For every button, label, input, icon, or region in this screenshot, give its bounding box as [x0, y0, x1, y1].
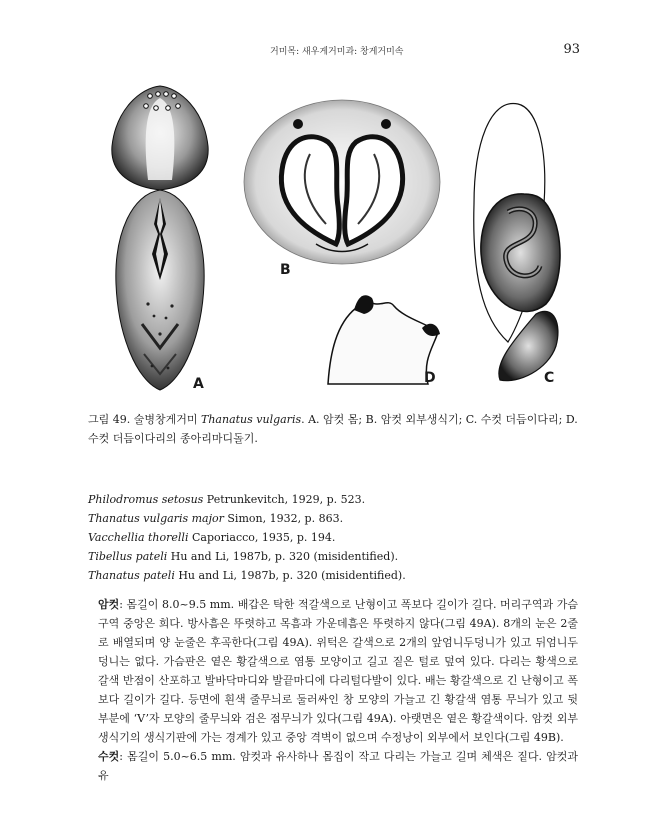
panel-a-female-body: [112, 86, 208, 390]
synonym-name: Tibellus pateli: [88, 550, 168, 563]
panel-c-male-palp: [474, 103, 560, 380]
synonym-name: Thanatus pateli: [88, 569, 175, 582]
panel-d-label: D: [424, 370, 436, 386]
synonym-name: Thanatus vulgaris major: [88, 512, 224, 525]
panel-b-epigyne: [244, 100, 440, 264]
synonym-entry: [88, 509, 578, 528]
synonym-entry: [88, 528, 578, 547]
synonym-entry: [88, 566, 578, 585]
panel-b-label: B: [280, 262, 291, 278]
synonym-name: Vacchellia thorelli: [88, 531, 189, 544]
panel-a-label: A: [193, 376, 204, 392]
synonym-citation: Caporiacco, 1935, p. 194.: [188, 531, 336, 544]
female-description: [88, 595, 578, 747]
running-title: 거미목: 새우게거미과: 창게거미속: [270, 47, 404, 57]
caption-prefix: 그림 49. 술병창게거미: [88, 413, 201, 426]
page-number: 93: [563, 42, 580, 57]
caption-species: Thanatus vulgaris: [201, 413, 302, 426]
page-header: [0, 44, 652, 64]
synonym-name: Philodromus setosus: [88, 493, 204, 506]
synonym-entry: [88, 490, 578, 509]
synonym-citation: Hu and Li, 1987b, p. 320 (misidentified).: [174, 569, 406, 582]
female-text: : 몸길이 8.0~9.5 mm. 배갑은 탁한 적갈색으로 난형이고 폭보다 길이가 길다. 머리구역과 가슴구역 중앙은 희다. 방사흠은 뚜렷하고 목흠과 가운데흠은 뚜렷하지 않다(그림 49A). 8개의 눈은 2줄로 배열되며 양 눈줄은 후곡한다(그림 49A). 위턱은 갈색으로 2개의 앞엄니두덩니가 있고 뒤엄니두덩니는 없다. 가슴판은 옅은 황갈색으로 염통 모양이고 길고 짙은 털로 덮여 있다. 다리는 황색으로 갈색 반점이 산포하고 발바닥마디와 발끝마디에 다리털다발이 있다. 배는 황갈색으로 긴 난형이고 폭보다 길이가 길다. 등면에 흰색 줄무늬로 둘러싸인 창 모양의 가늘고 긴 황갈색 염통 무늬가 있고 뒷부분에 ‘V’자 모양의 줄무늬와 검은 점무늬가 있다(그림 49A). 아랫면은 옅은 황갈색이다. 암컷 외부생식기의 생식기판에 가는 경계가 있고 중앙 격벽이 없으며 수정낭이 외부에서 보인다(그림 49B).: [98, 598, 578, 744]
male-heading: 수컷: [98, 750, 120, 763]
male-text: : 몸길이 5.0~6.5 mm. 암컷과 유사하나 몸집이 작고 다리는 가늘고 길며 체색은 짙다. 암컷과 유: [98, 750, 578, 782]
synonym-citation: Simon, 1932, p. 863.: [223, 512, 344, 525]
synonym-citation: Petrunkevitch, 1929, p. 523.: [203, 493, 366, 506]
male-description: [88, 747, 578, 785]
description-body: [88, 595, 578, 785]
synonym-citation: Hu and Li, 1987b, p. 320 (misidentified).: [167, 550, 399, 563]
female-heading: 암컷: [98, 598, 120, 611]
figure-49: [88, 84, 578, 396]
figure-illustration: [88, 84, 578, 396]
figure-caption: [88, 410, 578, 448]
panel-c-label: C: [544, 370, 555, 386]
synonym-entry: [88, 547, 578, 566]
caption-suffix: . A. 암컷 몸; B. 암컷 외부생식기; C. 수컷 더듬이다리; D. 수컷 더듬이다리의 종아리마디돌기.: [88, 413, 578, 445]
synonymy-list: [88, 490, 578, 585]
